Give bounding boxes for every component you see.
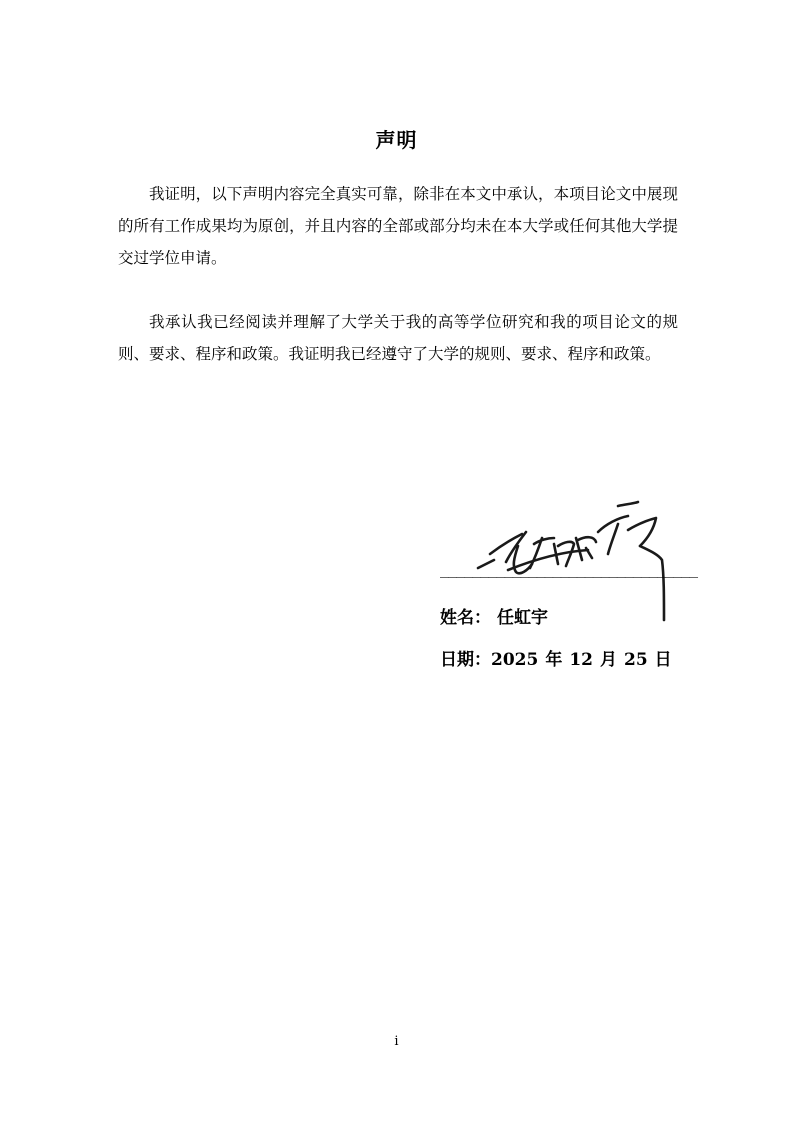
signature-line: ________________________________ [440, 560, 697, 578]
declaration-paragraph-1: 我证明，以下声明内容完全真实可靠，除非在本文中承认，本项目论文中展现的所有工作成果均为原创，并且内容的全部或部分均未在本大学或任何其他大学提交过学位申请。 [118, 185, 678, 267]
date-row [440, 645, 679, 670]
date-day: 25 [624, 650, 648, 670]
date-year-unit: 年 [545, 650, 563, 670]
page-title: 声明 [375, 128, 418, 152]
date-day-unit: 日 [654, 650, 672, 670]
date-label: 日期： [440, 650, 491, 670]
date-month-unit: 月 [600, 650, 617, 670]
name-label: 姓名： [440, 608, 491, 628]
date-year: 2025 [491, 650, 539, 670]
page-number: i [394, 1034, 399, 1049]
name-value: 任虹宇 [497, 608, 548, 628]
declaration-paragraph-2: 我承认我已经阅读并理解了大学关于我的高等学位研究和我的项目论文的规则、要求、程序和政策。我证明我已经遵守了大学的规则、要求、程序和政策。 [118, 313, 678, 363]
name-row [440, 603, 548, 628]
date-month: 12 [569, 650, 593, 670]
